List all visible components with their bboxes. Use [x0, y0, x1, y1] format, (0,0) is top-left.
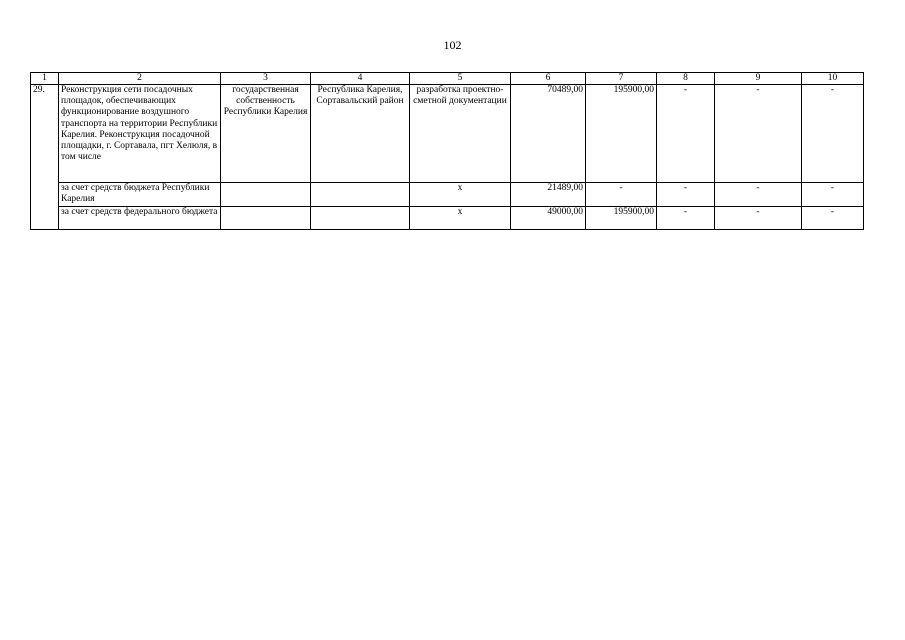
value-cell-9: - — [715, 207, 802, 230]
header-cell: 4 — [311, 73, 410, 85]
value-cell-8: - — [657, 85, 715, 183]
ownership-cell — [221, 183, 311, 207]
column-number-header — [31, 73, 864, 85]
description-cell: за счет средств федерального бюджета — [59, 207, 221, 230]
stage-cell: х — [410, 207, 511, 230]
row-number-cell: 29. — [31, 85, 59, 230]
value-cell-9: - — [715, 85, 802, 183]
table-row — [31, 183, 864, 207]
header-cell: 7 — [586, 73, 657, 85]
value-cell-8: - — [657, 207, 715, 230]
table-row — [31, 85, 864, 183]
value-cell-6: 49000,00 — [511, 207, 586, 230]
value-cell-7: - — [586, 183, 657, 207]
ownership-cell: государственная собственность Республики Карелия — [221, 85, 311, 183]
value-cell-10: - — [802, 85, 864, 183]
value-cell-6: 21489,00 — [511, 183, 586, 207]
description-cell: за счет средств бюджета Республики Карелия — [59, 183, 221, 207]
header-cell: 8 — [657, 73, 715, 85]
page-number: 102 — [443, 38, 462, 52]
header-cell: 3 — [221, 73, 311, 85]
value-cell-7: 195900,00 — [586, 85, 657, 183]
investment-table — [30, 72, 864, 230]
header-cell: 9 — [715, 73, 802, 85]
table-row — [31, 207, 864, 230]
header-cell: 6 — [511, 73, 586, 85]
location-cell: Республика Карелия, Сортавальский район — [311, 85, 410, 183]
value-cell-10: - — [802, 207, 864, 230]
header-cell: 10 — [802, 73, 864, 85]
value-cell-10: - — [802, 183, 864, 207]
location-cell — [311, 183, 410, 207]
value-cell-6: 70489,00 — [511, 85, 586, 183]
header-cell: 5 — [410, 73, 511, 85]
value-cell-9: - — [715, 183, 802, 207]
stage-cell: разработка проектно-сметной документации — [410, 85, 511, 183]
header-cell: 1 — [31, 73, 59, 85]
location-cell — [311, 207, 410, 230]
value-cell-7: 195900,00 — [586, 207, 657, 230]
value-cell-8: - — [657, 183, 715, 207]
ownership-cell — [221, 207, 311, 230]
stage-cell: х — [410, 183, 511, 207]
header-cell: 2 — [59, 73, 221, 85]
description-cell: Реконструкция сети посадочных площадок, обеспечивающих функционирование воздушного транспорта на территории Республики Карелия. Реконструкция посадочной площадки, г. Сортавала, пгт Хелюля, в том числе — [59, 85, 221, 183]
